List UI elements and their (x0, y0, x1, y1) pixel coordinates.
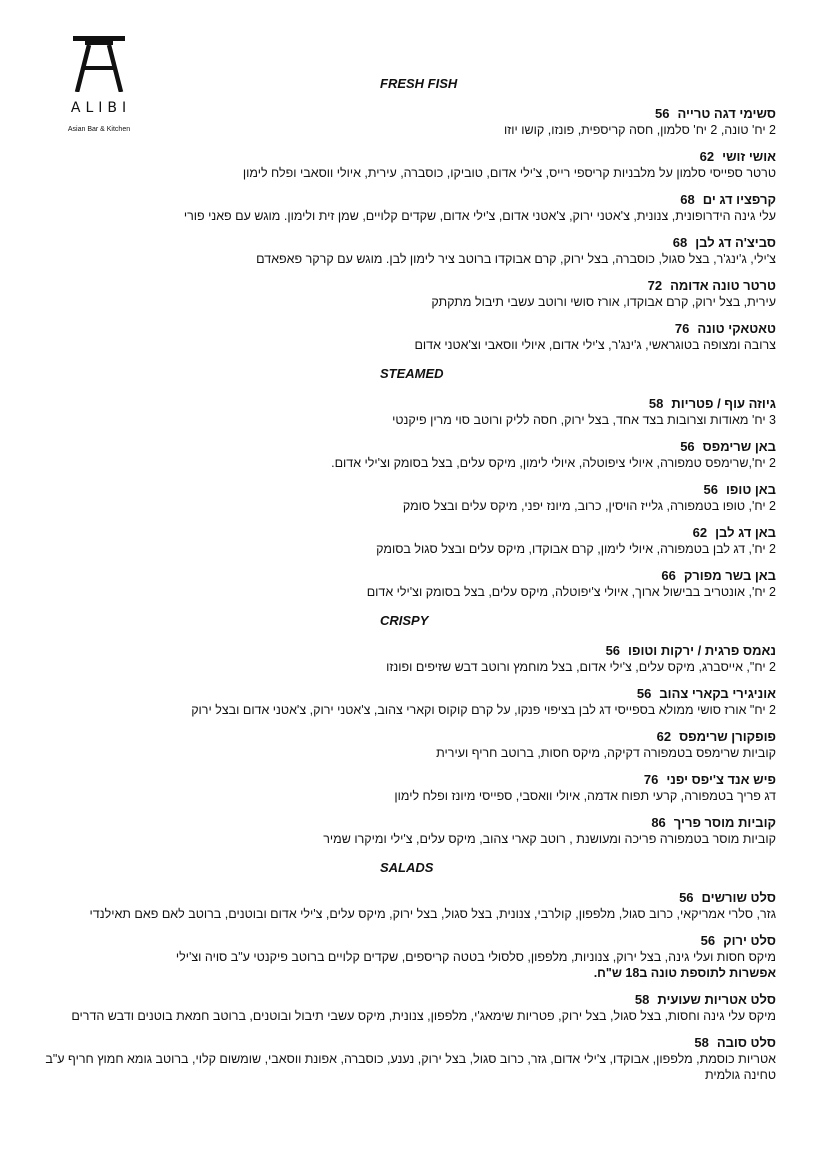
menu-item-description-text: קוביות מוסר בטמפורה פריכה ומעושנת , רוטב קארי צהוב, מיקס עלים, צ'ילי ומיקרו שמיר (323, 832, 776, 846)
menu-item-header (40, 1035, 776, 1051)
menu-item-description (40, 208, 776, 224)
section-title: SALADS (380, 860, 434, 875)
menu-item-name: קרפציו דג ים (702, 192, 776, 207)
menu-item-name: סביצ'ה דג לבן (695, 235, 776, 250)
menu-item-header (40, 439, 776, 455)
menu-item-header (40, 992, 776, 1008)
menu-item-description (40, 455, 776, 471)
menu-item-description (40, 584, 776, 600)
menu-item-price: 72 (647, 278, 663, 293)
menu-item-description (40, 337, 776, 353)
menu-item-header (40, 815, 776, 831)
menu-item (40, 235, 776, 267)
menu-item-description (40, 659, 776, 675)
menu-item-description (40, 541, 776, 557)
menu-item-name: סשימי דגה טרייה (677, 106, 776, 121)
menu-item (40, 772, 776, 804)
menu-item-header (40, 149, 776, 165)
menu-item-price: 68 (672, 235, 688, 250)
menu-item (40, 439, 776, 471)
menu-item-name: באן דג לבן (715, 525, 776, 540)
menu-item-name: באן טופו (726, 482, 776, 497)
menu-item-name: באן שרימפס (702, 439, 776, 454)
menu-item-price: 62 (699, 149, 715, 164)
section-title: FRESH FISH (380, 76, 458, 91)
menu-item-header (40, 729, 776, 745)
menu-item-description-text: צ'ילי, ג'ינג'ר, בצל סגול, כוסברה, בצל ירוק, קרם אבוקדו ברוטב ציר לימון לבן. מוגש עם קרקר פאפאדם (256, 252, 776, 266)
menu-item-header (40, 525, 776, 541)
menu-item-description-text: 2 יח', דג לבן בטמפורה, איולי לימון, קרם אבוקדו, מיקס עלים ובצל סגול בסומק (376, 542, 776, 556)
menu-item-description (40, 906, 776, 922)
brand-tagline: Asian Bar & Kitchen (67, 126, 131, 133)
menu-item-price: 56 (636, 686, 652, 701)
menu-item-description-text: 2 יח' טונה, 2 יח' סלמון, חסה קריספית, פונזו, קושו יוזו (504, 123, 776, 137)
menu-item-name: פופקורן שרימפס (679, 729, 776, 744)
menu-item-description-text: דג פריך בטמפורה, קרעי תפוח אדמה, איולי וואסבי, ספייסי מיונז ופלח לימון (394, 789, 776, 803)
menu-item-description-text: טרטר ספייסי סלמון על מלבניות קריספי רייס, צ'ילי אדום, טוביקו, כוסברה, עירית, איולי ווסאבי ופלח לימון (242, 166, 776, 180)
menu-item-price: 76 (674, 321, 690, 336)
brand-name: ALIBI (70, 100, 132, 116)
menu-item-price: 86 (651, 815, 666, 830)
menu-item-description (40, 1051, 776, 1083)
menu-item-header (40, 933, 776, 949)
section-title: STEAMED (380, 366, 444, 381)
menu-item-name: סלט סובה (716, 1035, 776, 1050)
menu-item-name: באן בשר מפורק (683, 568, 776, 583)
menu-item-name: סלט ירוק (723, 933, 776, 948)
menu-item-description (40, 949, 776, 981)
menu-item-header (40, 192, 776, 208)
menu-item-price: 56 (679, 890, 694, 905)
menu-item-price: 58 (694, 1035, 709, 1050)
menu-item-header (40, 568, 776, 584)
menu-item-description-text: עלי גינה הידרופונית, צנונית, צ'אטני ירוק, צ'אטני אדום, צ'ילי אדום, שקדים קלויים, שמן זית ולימון. מוגש עם פאני פורי (183, 209, 776, 223)
menu-item-header (40, 396, 776, 412)
menu-item (40, 890, 776, 922)
menu-item-price: 56 (703, 482, 718, 497)
menu-item-price: 56 (655, 106, 670, 121)
section-title: CRISPY (380, 613, 429, 628)
menu-item-name: קוביות מוסר פריך (673, 815, 776, 830)
menu-item-description (40, 251, 776, 267)
menu-item-price: 76 (643, 772, 659, 787)
menu-item (40, 815, 776, 847)
menu-item (40, 278, 776, 310)
menu-item-description (40, 294, 776, 310)
menu-item-description (40, 412, 776, 428)
menu-item-description-text: 2 יח',שרימפס טמפורה, איולי ציפוטלה, איולי לימון, מיקס עלים, בצל בסומק וצ'ילי אדום. (331, 456, 776, 470)
menu-item-name: סלט שורשים (701, 890, 776, 905)
menu-item (40, 396, 776, 428)
menu-item-name: סלט אטריות שעועית (657, 992, 776, 1007)
menu-item-description-text: 2 יח', אונטריב בבישול ארוך, איולי צ'יפוטלה, מיקס עלים, בצל בסומק וצ'ילי אדום (366, 585, 776, 599)
menu-item (40, 1035, 776, 1083)
menu-item (40, 729, 776, 761)
menu-item-header (40, 235, 776, 251)
menu-item-description-text: גזר, סלרי אמריקאי, כרוב סגול, מלפפון, קולרבי, צנונית, בצל סגול, בצל ירוק, מיקס עלים, צ'ילי אדום ובוטנים, ברוטב לאם פאם תאילנדי (89, 907, 776, 921)
menu-item (40, 568, 776, 600)
menu-item-name: אוניגירי בקארי צהוב (659, 686, 776, 701)
menu-item (40, 192, 776, 224)
menu-item-description (40, 165, 776, 181)
menu-item-description-text: קוביות שרימפס בטמפורה דקיקה, מיקס חסות, ברוטב חריף ועירית (436, 746, 776, 760)
menu-item-header (40, 321, 776, 337)
menu-item (40, 149, 776, 181)
menu-item-description-text: עירית, בצל ירוק, קרם אבוקדו, אורז סושי ורוטב עשבי תיבול מתקתק (431, 295, 776, 309)
menu-item-price: 62 (692, 525, 708, 540)
menu (40, 74, 776, 1094)
menu-item (40, 106, 776, 138)
menu-item-note: אפשרות לתוספת טונה ב18 ש"ח. (593, 966, 776, 980)
menu-item (40, 933, 776, 981)
menu-item-price: 56 (605, 643, 621, 658)
menu-item (40, 525, 776, 557)
menu-item-price: 56 (700, 933, 716, 948)
menu-item-name: טאטאקי טונה (697, 321, 776, 336)
menu-item-description-text: אטריות כוסמת, מלפפון, אבוקדו, צ'ילי אדום, גזר, כרוב סגול, בצל ירוק, נענע, כוסברה, אפונת ווסאבי, שומשום קלוי, ברוטב גומא חמוץ חריף ע"ב טחינה גולמית (45, 1052, 776, 1082)
menu-item-header (40, 772, 776, 788)
menu-item-description-text: 2 יח" אורז סושי ממולא בספייסי דג לבן בציפוי פנקו, על קרם קוקוס וקארי צהוב, צ'אטני ירוק, צ'אטני אדום ובצל ירוק (191, 703, 776, 717)
menu-item-description-text: 2 יח', טופו בטמפורה, גלייז הויסין, כרוב, מיונז יפני, מיקס עלים ובצל סומק (402, 499, 776, 513)
menu-item (40, 321, 776, 353)
menu-item-description (40, 745, 776, 761)
menu-item-header (40, 643, 776, 659)
menu-item-description-text: צרובה ומצופה בטוגראשי, ג'ינג'ר, צ'ילי אדום, איולי ווסאבי וצ'אטני אדום (414, 338, 776, 352)
menu-item-header (40, 686, 776, 702)
menu-item-price: 56 (680, 439, 695, 454)
menu-item-price: 58 (648, 396, 664, 411)
menu-item-description-text: מיקס עלי גינה וחסות, בצל סגול, בצל ירוק, פטריות שימאג'י, מלפפון, צנונית, מיקס עשבי תיבול ובוטנים, ברוטב חמאת בוטנים ודבש הדרים (71, 1009, 776, 1023)
menu-item-price: 62 (656, 729, 672, 744)
menu-item-price: 68 (680, 192, 695, 207)
menu-item-price: 66 (661, 568, 676, 583)
menu-item-name: טרטר טונה אדומה (670, 278, 776, 293)
menu-item-description (40, 498, 776, 514)
menu-item (40, 643, 776, 675)
menu-item-description-text: מיקס חסות ועלי גינה, בצל ירוק, צנוניות, מלפפון, סלסולי בטטה קריספים, שקדים קלויים ברוטב פיקנטי ע"ב סויה וצ'ילי (175, 950, 776, 964)
menu-item (40, 992, 776, 1024)
menu-item-description (40, 122, 776, 138)
menu-item-description (40, 702, 776, 718)
menu-item-name: פיש אנד צ'יפס יפני (666, 772, 776, 787)
menu-item-header (40, 482, 776, 498)
menu-item-price: 58 (634, 992, 650, 1007)
menu-item-description (40, 788, 776, 804)
menu-item-description-text: 3 יח' מאודות וצרובות בצד אחד, בצל ירוק, חסה לליק ורוטב סוי מרין פיקנטי (392, 413, 776, 427)
menu-item-header (40, 106, 776, 122)
menu-item-name: גיוזה עוף / פטריות (671, 396, 776, 411)
menu-item-name: נאמס פרגית / ירקות וטופו (628, 643, 776, 658)
menu-item-name: אושי זושי (722, 149, 776, 164)
menu-item (40, 686, 776, 718)
menu-item-header (40, 890, 776, 906)
menu-item-description (40, 1008, 776, 1024)
menu-item-header (40, 278, 776, 294)
menu-item (40, 482, 776, 514)
menu-item-description (40, 831, 776, 847)
menu-item-description-text: 2 יח", אייסברג, מיקס עלים, צ'ילי אדום, בצל מוחמץ ורוטב דבש שזיפים ופונזו (386, 660, 776, 674)
